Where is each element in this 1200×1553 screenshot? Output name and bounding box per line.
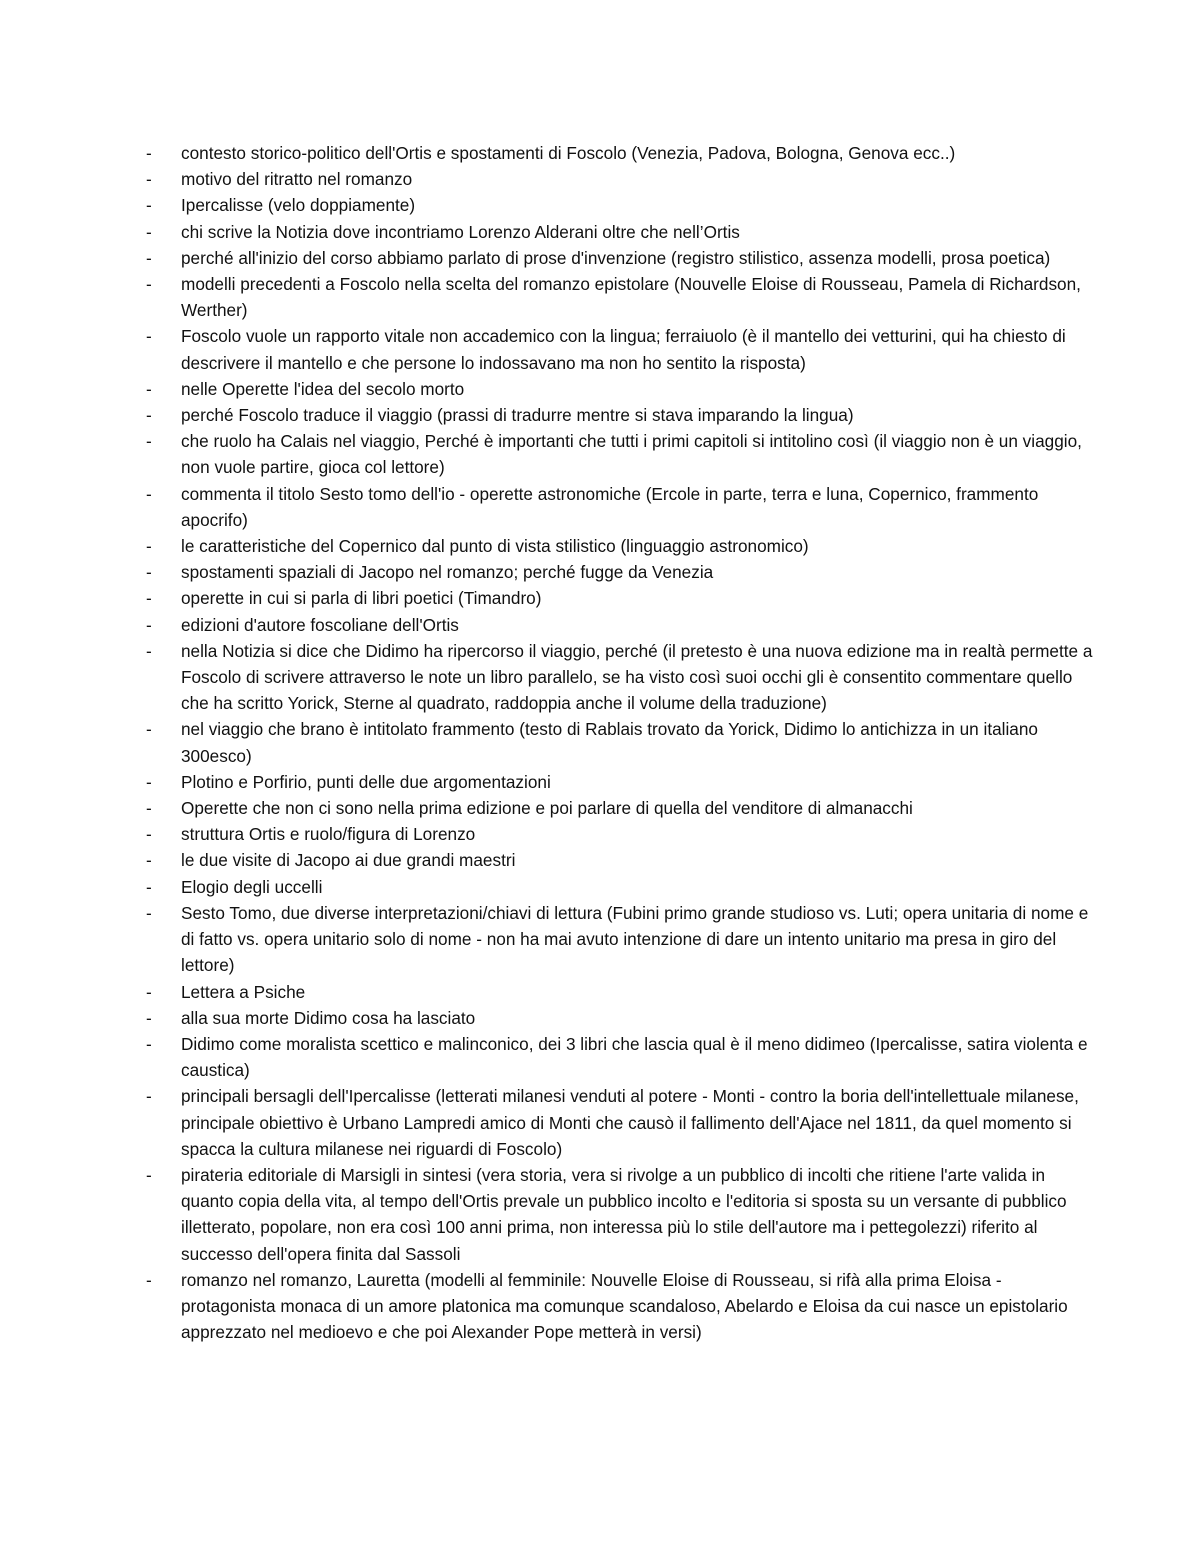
bullet-dash: - — [146, 614, 152, 635]
list-item-text: pirateria editoriale di Marsigli in sintesi (vera storia, vera si rivolge a un pubblico di incolti che ritiene l'arte valida in quanto copia della vita, al tempo dell'Ortis prevale un pubblico incolto e l'editoria si sposta su un versante di pubblico illetterato, popolare, non era così 100 anni prima, non interessa più lo stile dell'autore ma i pettegolezzi) riferito al successo dell'opera finita dal Sassoli — [181, 1164, 1067, 1264]
list-item — [0, 166, 1200, 192]
list-item — [0, 847, 1200, 873]
bullet-dash: - — [146, 1269, 152, 1290]
list-item-text: edizioni d'autore foscoliane dell'Ortis — [181, 614, 459, 635]
list-item-text: operette in cui si parla di libri poetici (Timandro) — [181, 588, 542, 609]
list-item-text: spostamenti spaziali di Jacopo nel romanzo; perché fugge da Venezia — [181, 562, 714, 583]
bullet-dash: - — [146, 798, 152, 819]
list-item — [0, 716, 1200, 768]
list-item-text: Didimo come moralista scettico e malinconico, dei 3 libri che lascia qual è il meno didimeo (Ipercalisse, satira violenta e caustica) — [181, 1033, 1088, 1081]
bullet-dash: - — [146, 850, 152, 871]
list-item-text: nelle Operette l'idea del secolo morto — [181, 378, 465, 399]
list-item — [0, 376, 1200, 402]
list-item — [0, 900, 1200, 979]
list-item — [0, 585, 1200, 611]
bullet-dash: - — [146, 274, 152, 295]
bullet-dash: - — [146, 876, 152, 897]
list-item — [0, 323, 1200, 375]
list-item-text: romanzo nel romanzo, Lauretta (modelli al femminile: Nouvelle Eloise di Rousseau, si rifà alla prima Eloisa - protagonista monaca di un amore platonica ma comunque scandaloso, Abelardo e Eloisa da cui nasce un epistolario apprezzato nel medioevo e che poi Alexander Pope metterà in versi) — [181, 1269, 1068, 1343]
list-item — [0, 271, 1200, 323]
list-item — [0, 638, 1200, 717]
bullet-dash: - — [146, 1086, 152, 1107]
notes-list — [0, 140, 1200, 1345]
bullet-dash: - — [146, 431, 152, 452]
list-item — [0, 140, 1200, 166]
bullet-dash: - — [146, 536, 152, 557]
list-item-text: chi scrive la Notizia dove incontriamo Lorenzo Alderani oltre che nell’Ortis — [181, 221, 740, 242]
list-item-text: Plotino e Porfirio, punti delle due argomentazioni — [181, 771, 551, 792]
list-item — [0, 1005, 1200, 1031]
list-item-text: Operette che non ci sono nella prima edizione e poi parlare di quella del venditore di almanacchi — [181, 798, 913, 819]
list-item-text: Foscolo vuole un rapporto vitale non accademico con la lingua; ferraiuolo (è il mantello dei vetturini, qui ha chiesto di descrivere il mantello e che persone lo indossavano ma non ho sentito la risposta) — [181, 326, 1066, 373]
list-item-text: principali bersagli dell'Ipercalisse (letterati milanesi venduti al potere - Monti - contro la boria dell'intellettuale milanese, principale obiettivo è Urbano Lampredi amico di Monti che causò il fallimento dell'Ajace nel 1811, da quel momento si spacca la cultura milanese nei riguardi di Foscolo) — [181, 1086, 1079, 1159]
list-item-text: Lettera a Psiche — [181, 981, 306, 1002]
list-item-text: contesto storico-politico dell'Ortis e spostamenti di Foscolo (Venezia, Padova, Bologna, Genova ecc..) — [181, 143, 956, 163]
bullet-dash: - — [146, 143, 152, 163]
list-item — [0, 979, 1200, 1005]
list-item-text: nella Notizia si dice che Didimo ha ripercorso il viaggio, perché (il pretesto è una nuova edizione ma in realtà permette a Foscolo di scrivere attraverso le note un libro parallelo, se ha visto così suoi occhi gli è consentito commentare quello che ha scritto Yorick, Sterne al quadrato, raddoppia anche il volume della traduzione) — [181, 640, 1093, 714]
bullet-dash: - — [146, 405, 152, 426]
bullet-dash: - — [146, 247, 152, 268]
bullet-dash: - — [146, 771, 152, 792]
bullet-dash: - — [146, 824, 152, 845]
list-item-text: Ipercalisse (velo doppiamente) — [181, 195, 416, 216]
list-item — [0, 533, 1200, 559]
bullet-dash: - — [146, 640, 152, 661]
bullet-dash: - — [146, 562, 152, 583]
list-item — [0, 559, 1200, 585]
bullet-dash: - — [146, 588, 152, 609]
list-item — [0, 769, 1200, 795]
list-item-text: le caratteristiche del Copernico dal punto di vista stilistico (linguaggio astronomico) — [181, 536, 809, 557]
list-item — [0, 1267, 1200, 1346]
bullet-dash: - — [146, 1007, 152, 1028]
list-item — [0, 1162, 1200, 1267]
list-item — [0, 821, 1200, 847]
bullet-dash: - — [146, 902, 152, 923]
list-item-text: perché Foscolo traduce il viaggio (prassi di tradurre mentre si stava imparando la lingua) — [181, 405, 854, 426]
list-item-text: modelli precedenti a Foscolo nella scelta del romanzo epistolare (Nouvelle Eloise di Rousseau, Pamela di Richardson, Werther) — [181, 274, 1081, 321]
list-item — [0, 192, 1200, 218]
list-item — [0, 1031, 1200, 1083]
list-item — [0, 245, 1200, 271]
bullet-dash: - — [146, 1164, 152, 1185]
list-item-text: che ruolo ha Calais nel viaggio, Perché è importanti che tutti i primi capitoli si intitolino così (il viaggio non è un viaggio, non vuole partire, gioca col lettore) — [181, 431, 1082, 478]
list-item — [0, 795, 1200, 821]
bullet-dash: - — [146, 169, 152, 190]
list-item — [0, 402, 1200, 428]
list-item-text: Sesto Tomo, due diverse interpretazioni/chiavi di lettura (Fubini primo grande studioso vs. Luti; opera unitaria di nome e di fatto vs. opera unitario solo di nome - non ha mai avuto intenzione di dare un intento unitario ma presa in giro del lettore) — [181, 902, 1089, 976]
list-item — [0, 874, 1200, 900]
list-item — [0, 612, 1200, 638]
list-item-text: Elogio degli uccelli — [181, 876, 323, 897]
bullet-dash: - — [146, 981, 152, 1002]
list-item-text: alla sua morte Didimo cosa ha lasciato — [181, 1007, 476, 1028]
bullet-dash: - — [146, 719, 152, 740]
list-item-text: le due visite di Jacopo ai due grandi maestri — [181, 850, 516, 871]
bullet-dash: - — [146, 483, 152, 504]
list-item — [0, 428, 1200, 480]
bullet-dash: - — [146, 195, 152, 216]
list-item-text: nel viaggio che brano è intitolato frammento (testo di Rablais trovato da Yorick, Didimo lo antichizza in un italiano 300esco) — [181, 719, 1038, 766]
list-item — [0, 1083, 1200, 1162]
bullet-dash: - — [146, 378, 152, 399]
list-item-text: motivo del ritratto nel romanzo — [181, 169, 413, 190]
list-item — [0, 219, 1200, 245]
bullet-dash: - — [146, 1033, 152, 1054]
list-item-text: commenta il titolo Sesto tomo dell'io - operette astronomiche (Ercole in parte, terra e luna, Copernico, frammento apocrifo) — [181, 483, 1039, 530]
list-item — [0, 481, 1200, 533]
bullet-dash: - — [146, 221, 152, 242]
bullet-dash: - — [146, 326, 152, 347]
list-item-text: struttura Ortis e ruolo/figura di Lorenzo — [181, 824, 476, 845]
list-item-text: perché all'inizio del corso abbiamo parlato di prose d'invenzione (registro stilistico, assenza modelli, prosa poetica) — [181, 247, 1051, 268]
